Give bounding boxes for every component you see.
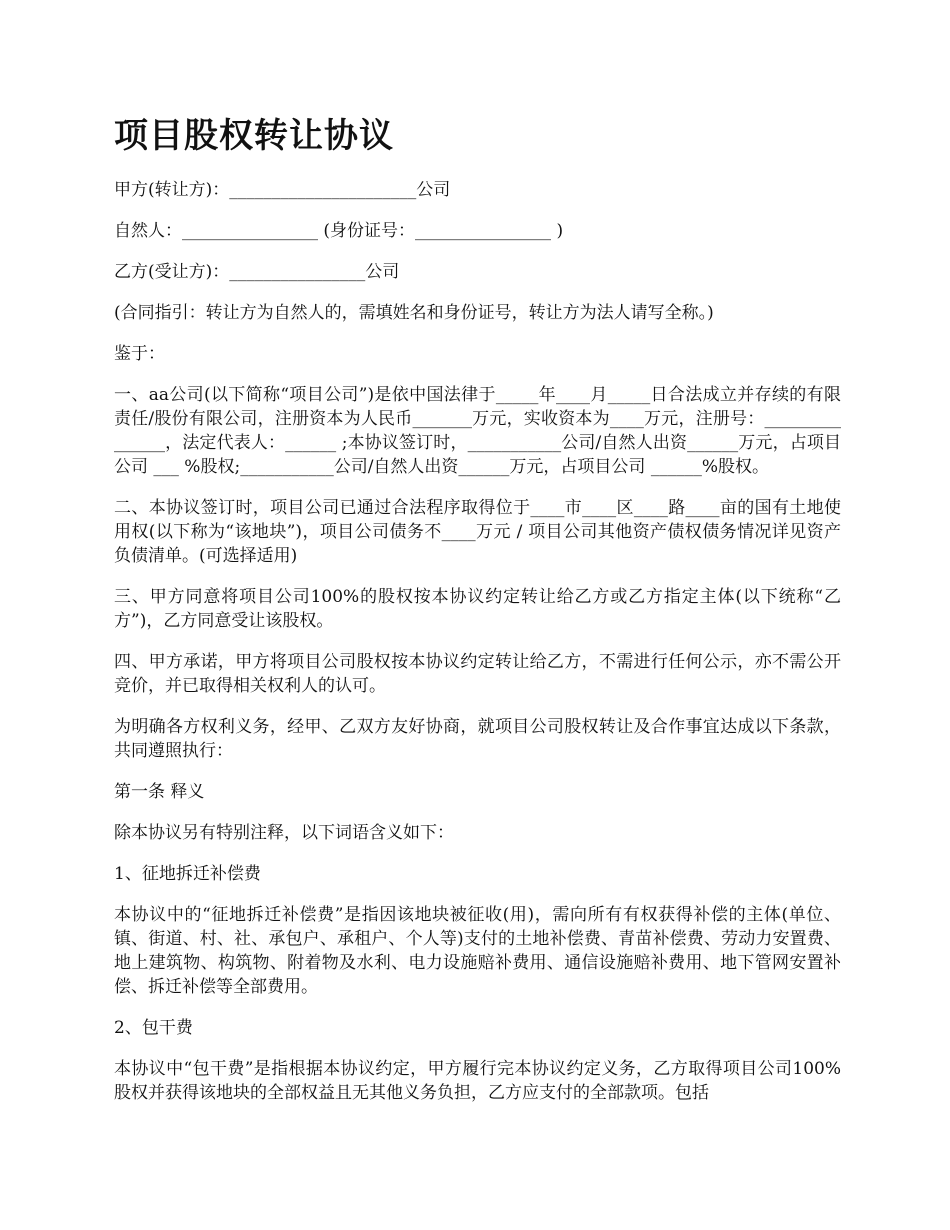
party-b-line: 乙方(受让方)：________________公司 xyxy=(114,262,400,282)
whereas-heading: 鉴于： xyxy=(114,344,165,364)
party-a-line: 甲方(转让方)：______________________公司 xyxy=(114,180,451,200)
contract-guide-note: (合同指引：转让方为自然人的，需填姓名和身份证号，转让方为法人请写全称。) xyxy=(114,303,714,323)
recital-1: 一、aa公司(以下简称“项目公司”)是依中国法律于_____年____月_____日合法成立并存续的有限责任/股份有限公司，注册资本为人民币_______万元，实收资本为____万元，注册号：_______________，法定代表人：______ ;本协议签订时，___________公司/自然人出资______万元，占项目公司 ___ %股权;___________公司/自然人出资______万元，占项目公司 ______%股权。 xyxy=(114,385,841,477)
definition-2-heading: 2、包干费 xyxy=(114,1018,193,1038)
article-1-heading: 第一条 释义 xyxy=(114,782,205,802)
definition-1-text: 本协议中的“征地拆迁补偿费”是指因该地块被征收(用)，需向所有有权获得补偿的主体(单位、镇、街道、村、社、承包户、承租户、个人等)支付的土地补偿费、青苗补偿费、劳动力安置费、地上建筑物、构筑物、附着物及水利、电力设施赔补费用、通信设施赔补费用、地下管网安置补偿、拆迁补偿等全部费用。 xyxy=(114,905,841,997)
recital-2: 二、本协议签订时，项目公司已通过合法程序取得位于____市____区____路____亩的国有土地使用权(以下称为“该地块”)，项目公司债务不____万元 / 项目公司其他资产债权债务情况详见资产负债清单。(可选择适用) xyxy=(114,498,841,566)
preamble-paragraph: 为明确各方权利义务，经甲、乙双方友好协商，就项目公司股权转让及合作事宜达成以下条款，共同遵照执行： xyxy=(114,717,841,761)
document-page xyxy=(114,112,841,1122)
recital-3: 三、甲方同意将项目公司100%的股权按本协议约定转让给乙方或乙方指定主体(以下统称“乙方”)，乙方同意受让该股权。 xyxy=(114,587,841,631)
definition-2-text: 本协议中“包干费”是指根据本协议约定，甲方履行完本协议约定义务，乙方取得项目公司100%股权并获得该地块的全部权益且无其他义务负担，乙方应支付的全部款项。包括 xyxy=(114,1059,841,1103)
definitions-intro: 除本协议另有特别注释，以下词语含义如下： xyxy=(114,823,454,843)
document-title: 项目股权转让协议 xyxy=(114,116,394,156)
definition-1-heading: 1、征地拆迁补偿费 xyxy=(114,864,261,884)
recital-4: 四、甲方承诺，甲方将项目公司股权按本协议约定转让给乙方，不需进行任何公示，亦不需公开竞价，并已取得相关权利人的认可。 xyxy=(114,652,841,696)
natural-person-line: 自然人：________________ (身份证号：________________ ) xyxy=(114,221,564,241)
